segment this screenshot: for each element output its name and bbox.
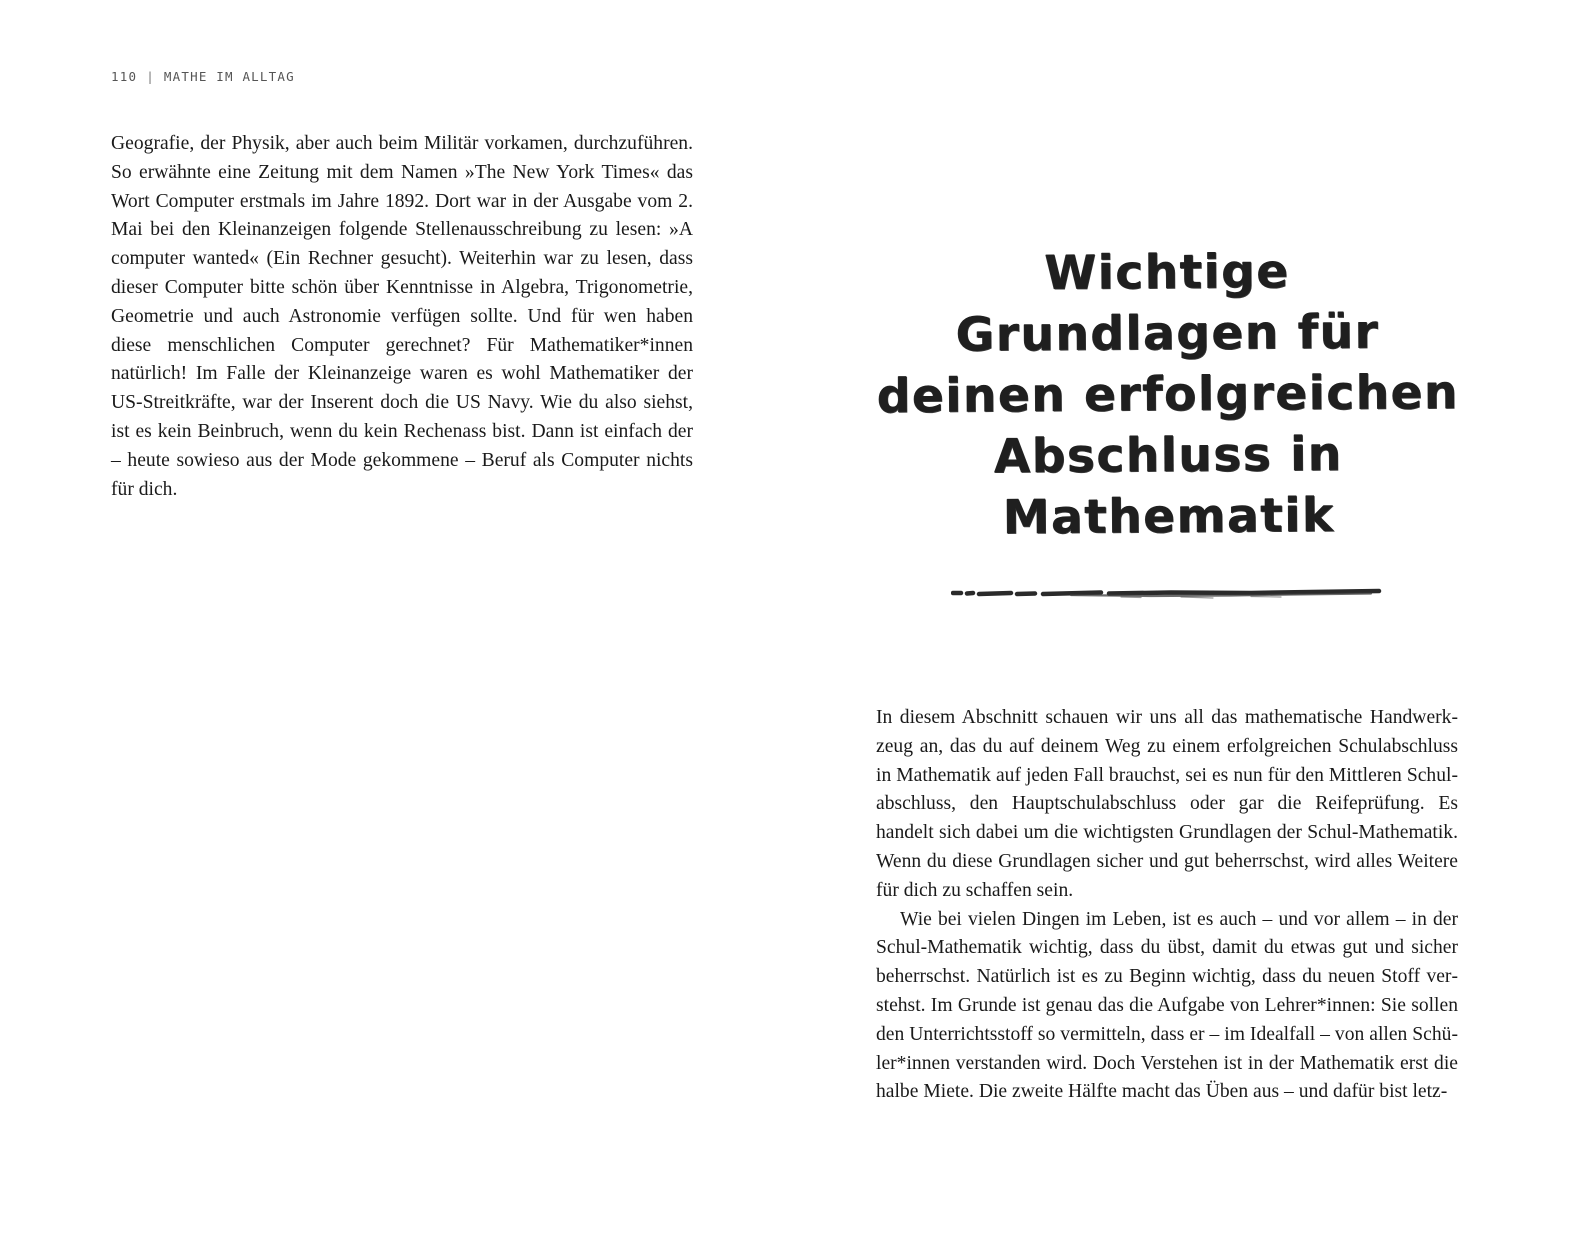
header-separator: | [146, 69, 155, 84]
chalk-underline [951, 584, 1383, 604]
left-body-text [111, 130, 693, 504]
paragraph: Geografie, der Physik, aber auch beim Militär vorkamen, durchzuführen. So erwähnte eine Zeitung mit dem Namen »The New York Times« das Wort Computer erstmals im Jahre 1892. Dort war in der Ausgabe vom 2. Mai bei den Kleinanzeigen folgende Stellenausschreibung zu lesen: »A computer wanted« (Ein Rechner gesucht). Weiterhin war zu lesen, dass dieser Computer bitte schön über Kenntnisse in Algebra, Trigonometrie, Geometrie und auch Astronomie verfügen sollte. Und für wen haben diese menschlichen Computer gerechnet? Für Mathematiker*innen natürlich! Im Falle der Kleinanzeige waren es wohl Mathematiker der US-Streitkräfte, war der Inserent doch die US Navy. Wie du also siehst, ist es kein Beinbruch, wenn du kein Rechenass bist. Dann ist einfach der – heute sowieso aus der Mode gekommene – Beruf als Computer nichts für dich. [111, 133, 693, 500]
paragraph: Wie bei vielen Dingen im Leben, ist es auch – und vor allem – in der Schul-Mathematik wichtig, dass du übst, damit du etwas gut und sicher beherrschst. Natürlich ist es zu Beginn wichtig, dass du neuen Stoff verstehst. Im Grunde ist genau das die Aufgabe von Lehrer*innen: Sie sollen den Unterrichtsstoff so vermitteln, dass er – im Idealfall – von allen Schüler*innen verstanden wird. Doch Verstehen ist in der Mathematik erst die halbe Miete. Die zweite Hälfte macht das Üben aus – und dafür bist letz- [876, 908, 1458, 1103]
chapter-title: Wichtige Grundlagen für deinen erfolgreichen Abschluss in Mathematik [876, 244, 1460, 546]
page-number: 110 [111, 69, 138, 84]
section-title: MATHE IM ALLTAG [163, 69, 295, 84]
right-body-text [876, 704, 1458, 1107]
running-header [111, 69, 295, 84]
right-page [797, 0, 1594, 1240]
paragraph: In diesem Abschnitt schauen wir uns all das mathematische Handwerkzeug an, das du auf deinem Weg zu einem erfolgreichen Schulabschluss in Mathematik auf jeden Fall brauchst, sei es nun für den Mittleren Schulabschluss, den Hauptschulabschluss oder gar die Reifeprüfung. Es handelt sich dabei um die wichtigsten Grundlagen der Schul-Mathematik. Wenn du diese Grundlagen sicher und gut beherrschst, wird alles Weitere für dich zu schaffen sein. [876, 707, 1458, 901]
